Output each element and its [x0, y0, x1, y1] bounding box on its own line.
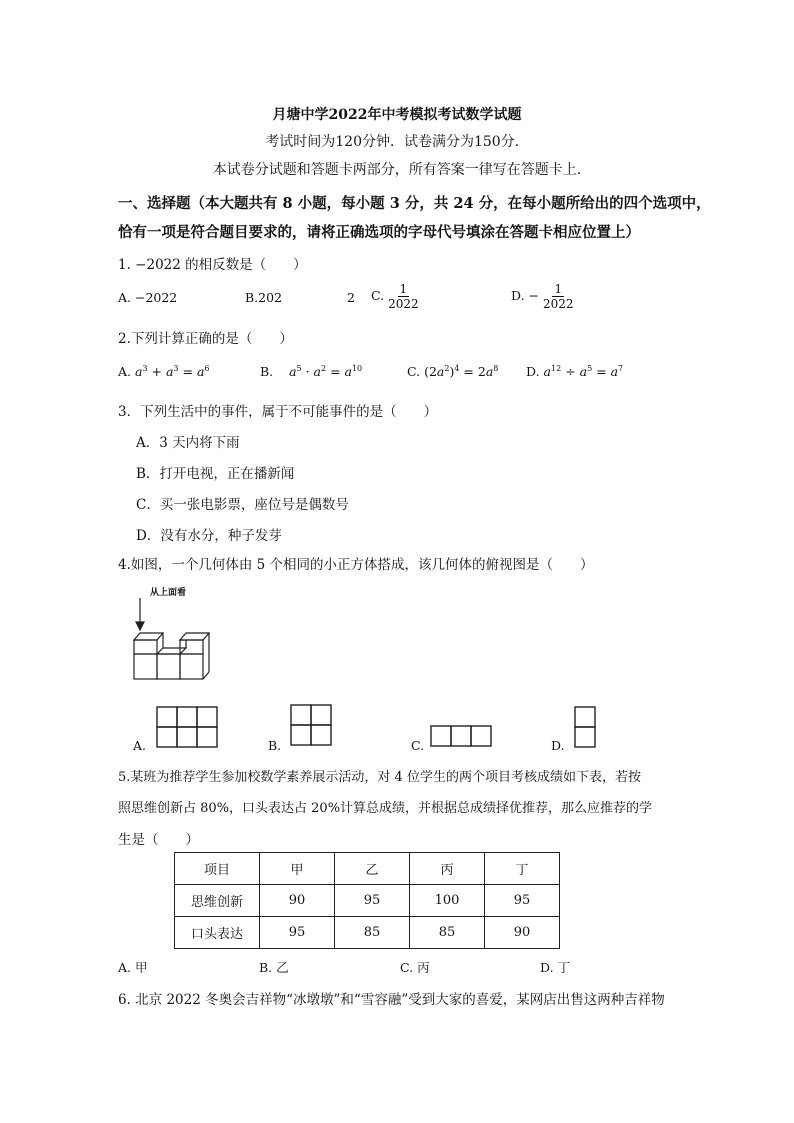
question-5-stem-line3: 生是（ ）: [118, 832, 199, 848]
option-c-fraction: [388, 282, 419, 311]
question-1-option-c: [371, 282, 419, 311]
question-5-option-d: D. 丁: [540, 960, 571, 975]
question-3-stem: 3．下列生活中的事件，属于不可能事件的是（ ）: [118, 404, 438, 420]
option-c-prefix: C.: [371, 288, 385, 303]
table-row: [175, 885, 560, 917]
option-a-view: [156, 706, 220, 748]
option-c-view: [430, 725, 492, 747]
fraction-denominator: 2022: [388, 297, 419, 311]
table-cell: 丁: [485, 853, 560, 885]
table-cell: 90: [485, 917, 560, 949]
question-2-option-b: B. $a^5 \cdot a^2 = a^{10}$: [260, 364, 363, 380]
table-cell: 口头表达: [175, 917, 260, 949]
fraction-numerator: 1: [399, 282, 408, 296]
question-4-option-d: D.: [551, 738, 565, 753]
fraction-denominator: 2022: [542, 297, 574, 311]
table-cell: 90: [260, 885, 335, 917]
table-cell: 100: [410, 885, 485, 917]
question-4-option-a: A.: [133, 738, 147, 753]
question-5-stem-line1: 5.某班为推荐学生参加校数学素养展示活动，对 4 位学生的两个项目考核成绩如下表，若按: [118, 770, 641, 785]
cube-figure: [130, 596, 210, 686]
question-3-option-d: D．没有水分，种子发芽: [136, 528, 282, 544]
option-b-view: [290, 704, 332, 746]
option-b-prefix: B.: [260, 364, 274, 380]
question-5-option-c: C. 丙: [400, 960, 430, 975]
table-cell: 思维创新: [175, 885, 260, 917]
exam-time-note: 考试时间为120分钟．试卷满分为150分．: [265, 134, 529, 150]
question-4-option-c: C.: [411, 738, 425, 753]
fraction-numerator: 1: [554, 282, 563, 296]
question-1-option-a: A. −2022: [118, 290, 178, 305]
table-cell: 乙: [335, 853, 410, 885]
question-2-stem: 2.下列计算正确的是（ ）: [118, 331, 293, 347]
page-title: 月塘中学2022年中考模拟考试数学试题: [272, 107, 522, 123]
table-cell: 85: [335, 917, 410, 949]
table-cell: 85: [410, 917, 485, 949]
question-5-option-b: B. 乙: [259, 960, 289, 975]
option-d-view: [574, 706, 598, 748]
table-cell: 项目: [175, 853, 260, 885]
table-cell: 95: [335, 885, 410, 917]
question-5-stem-line2: 照思维创新占 80%，口头表达占 20%计算总成绩，并根据总成绩择优推荐，那么应推荐的学: [118, 801, 653, 816]
question-5-option-a: A. 甲: [118, 960, 148, 975]
table-cell: 95: [260, 917, 335, 949]
answer-sheet-note: 本试卷分试题和答题卡两部分，所有答案一律写在答题卡上.: [212, 162, 582, 178]
question-3-option-a: A．3 天内将下雨: [136, 435, 240, 451]
option-c-prefix: C.: [407, 364, 421, 380]
section-heading-line1: 一、选择题（本大题共有 8 小题，每小题 3 分，共 24 分，在每小题所给出的四个选项中，: [118, 195, 711, 212]
question-1-stem: 1. −2022 的相反数是（ ）: [118, 257, 307, 273]
option-d-fraction: [543, 282, 574, 311]
option-d-prefix: D. −: [511, 288, 539, 303]
question-3-option-c: C．买一张电影票，座位号是偶数号: [136, 497, 349, 513]
table-cell: 丙: [410, 853, 485, 885]
question-3-option-b: B．打开电视，正在播新闻: [136, 466, 295, 482]
question-1-option-b: B.202: [245, 290, 283, 305]
section-heading-line2: 恰有一项是符合题目要求的，请将正确选项的字母代号填涂在答题卡相应位置上）: [118, 224, 640, 241]
view-direction-label: 从上面看: [150, 588, 187, 598]
table-cell: 95: [485, 885, 560, 917]
option-a-prefix: A.: [118, 364, 132, 380]
question-4-option-b: B.: [268, 738, 282, 753]
question-1-option-b-tail: 2: [347, 290, 355, 305]
table-row: [175, 917, 560, 949]
question-2-option-a: A. $a^3 + a^3 = a^6$: [118, 364, 210, 380]
question-2-option-c: C. $(2a^2)^4 = 2a^8$: [407, 364, 499, 380]
question-1-option-d: [511, 282, 574, 311]
question-6-stem: 6. 北京 2022 冬奥会吉祥物“冰墩墩”和“雪容融”受到大家的喜爱，某网店出售这两种吉祥物: [118, 992, 665, 1008]
table-header-row: [175, 853, 560, 885]
question-4-stem: 4.如图，一个几何体由 5 个相同的小正方体搭成，该几何体的俯视图是（ ）: [118, 557, 594, 573]
question-2-option-d: D. $a^{12} \div a^5 = a^7$: [526, 364, 624, 380]
scores-table: [174, 852, 560, 949]
option-d-prefix: D.: [526, 364, 540, 380]
table-cell: 甲: [260, 853, 335, 885]
